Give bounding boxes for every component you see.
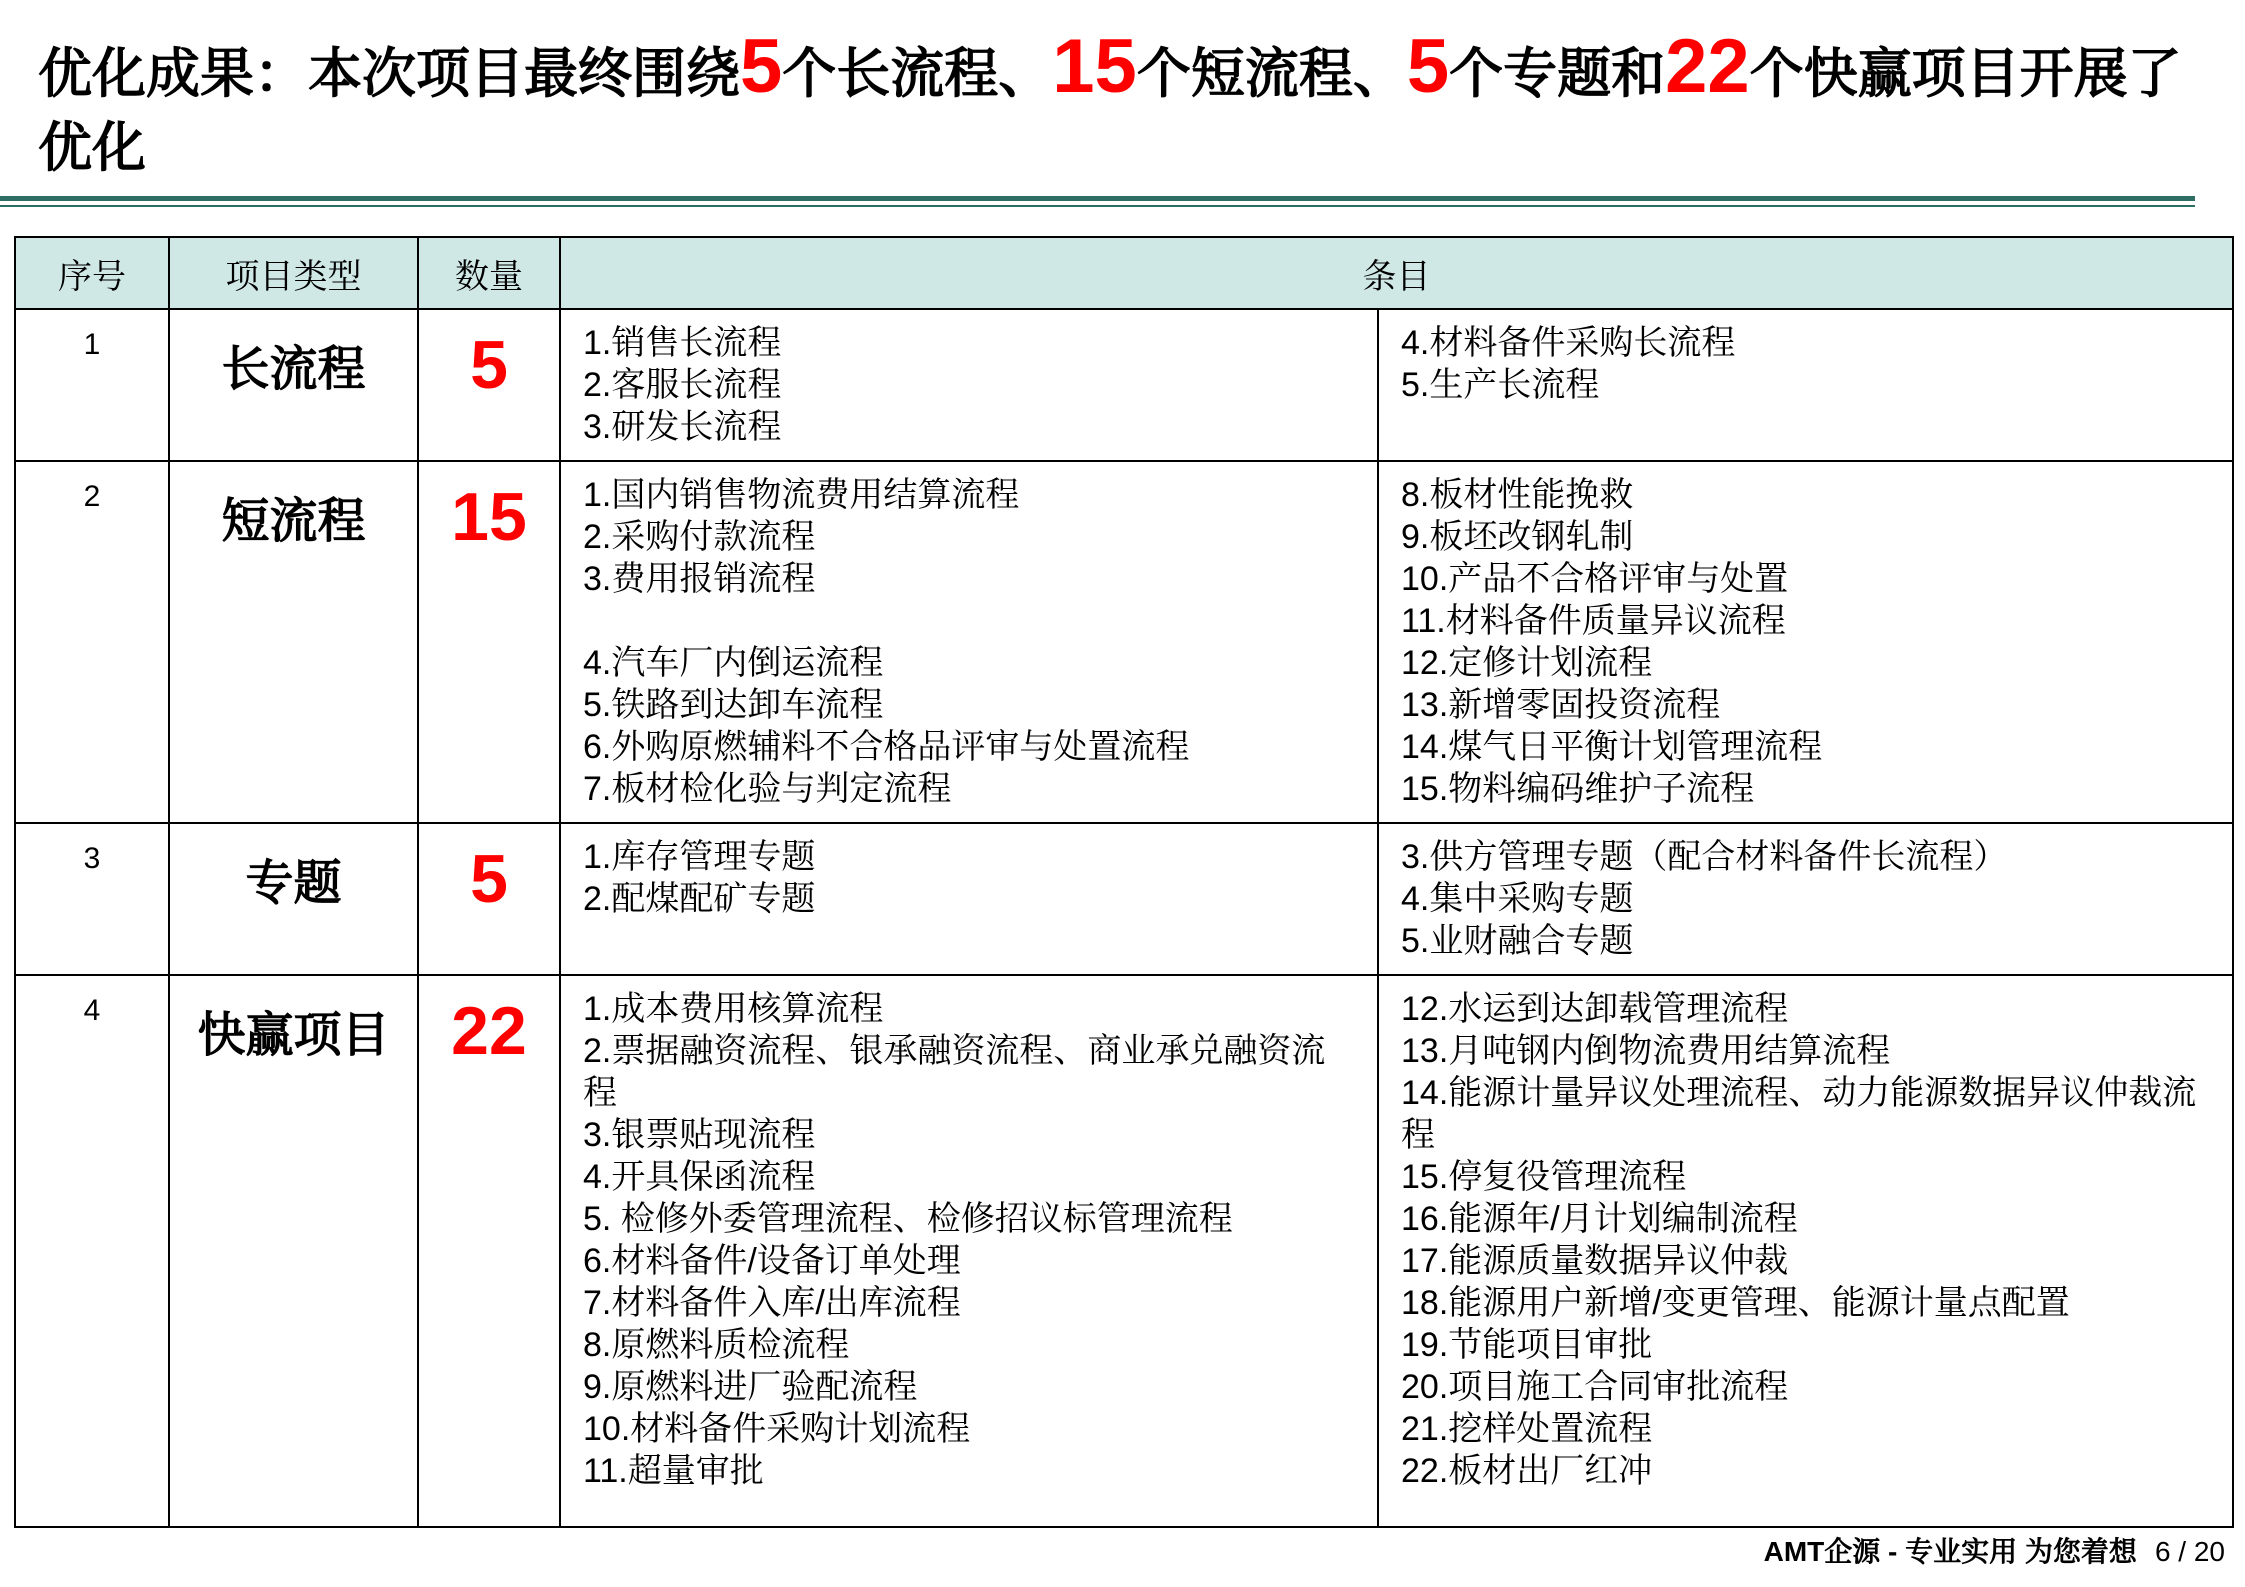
table-header-row — [15, 237, 2233, 309]
row-seq: 4 — [15, 975, 169, 1527]
header-count: 数量 — [418, 237, 560, 309]
list-item: 18.能源用户新增/变更管理、能源计量点配置 — [1401, 1284, 2070, 1322]
list-item: 17.能源质量数据异议仲裁 — [1401, 1242, 1789, 1280]
list-item: 10.产品不合格评审与处置 — [1401, 560, 1789, 598]
list-item: 1.国内销售物流费用结算流程 — [583, 476, 1020, 514]
list-item: 2.采购付款流程 — [583, 518, 816, 556]
table-row — [15, 309, 2233, 461]
list-item: 1.库存管理专题 — [583, 838, 816, 876]
list-item: 9.板坯改钢轧制 — [1401, 518, 1634, 556]
row-type: 专题 — [169, 823, 418, 975]
topic-count: 5 — [1406, 24, 1450, 109]
list-item: 1.成本费用核算流程 — [583, 990, 884, 1028]
row-count: 5 — [418, 309, 560, 461]
list-item: 13.新增零固投资流程 — [1401, 686, 1721, 724]
items-right — [1378, 975, 2233, 1527]
footer — [1764, 1530, 2225, 1570]
list-item: 5.业财融合专题 — [1401, 922, 1634, 960]
row-seq: 3 — [15, 823, 169, 975]
list-item: 14.能源计量异议处理流程、动力能源数据异议仲裁流程 — [1401, 1074, 2197, 1154]
list-item: 3.银票贴现流程 — [583, 1116, 816, 1154]
list-item: 3.供方管理专题（配合材料备件长流程） — [1401, 838, 2008, 876]
list-item: 20.项目施工合同审批流程 — [1401, 1368, 1789, 1406]
items-left — [560, 975, 1378, 1527]
list-item: 15.物料编码维护子流程 — [1401, 770, 1755, 808]
items-left — [560, 309, 1378, 461]
list-item: 6.材料备件/设备订单处理 — [583, 1242, 961, 1280]
list-item: 21.挖样处置流程 — [1401, 1410, 1653, 1448]
list-item: 10.材料备件采购计划流程 — [583, 1410, 971, 1448]
list-item: 3.研发长流程 — [583, 408, 782, 446]
list-item: 12.定修计划流程 — [1401, 644, 1653, 682]
table-row — [15, 461, 2233, 823]
list-item: 5.铁路到达卸车流程 — [583, 686, 884, 724]
table-row — [15, 823, 2233, 975]
long-process-count: 5 — [740, 24, 783, 109]
list-item: 4.集中采购专题 — [1401, 880, 1634, 918]
items-left — [560, 823, 1378, 975]
list-item: 8.板材性能挽救 — [1401, 476, 1634, 514]
list-item: 7.板材检化验与判定流程 — [583, 770, 952, 808]
row-type: 长流程 — [169, 309, 418, 461]
list-item: 2.配煤配矿专题 — [583, 880, 816, 918]
items-left — [560, 461, 1378, 823]
row-type: 快赢项目 — [169, 975, 418, 1527]
page-number: 6 / 20 — [2154, 1536, 2225, 1567]
list-item: 7.材料备件入库/出库流程 — [583, 1284, 961, 1322]
list-item: 3.费用报销流程 — [583, 560, 816, 598]
page-title: 优化成果：本次项目最终围绕5个长流程、15个短流程、5个专题和22个快赢项目开展了优化 — [38, 24, 2182, 178]
list-item: 22.板材出厂红冲 — [1401, 1452, 1653, 1490]
items-right — [1378, 823, 2233, 975]
results-table — [14, 236, 2234, 1528]
row-count: 5 — [418, 823, 560, 975]
header-items: 条目 — [560, 237, 2233, 309]
list-item: 19.节能项目审批 — [1401, 1326, 1653, 1364]
quick-win-count: 22 — [1665, 24, 1750, 109]
list-item: 9.原燃料进厂验配流程 — [583, 1368, 918, 1406]
header-seq: 序号 — [15, 237, 169, 309]
title-divider-thick — [0, 196, 2195, 201]
list-item: 1.销售长流程 — [583, 324, 782, 362]
list-item: 12.水运到达卸载管理流程 — [1401, 990, 1789, 1028]
list-item: 2.客服长流程 — [583, 366, 782, 404]
list-item: 4.开具保函流程 — [583, 1158, 816, 1196]
row-count: 15 — [418, 461, 560, 823]
items-right — [1378, 309, 2233, 461]
list-item: 2.票据融资流程、银承融资流程、商业承兑融资流程 — [583, 1032, 1326, 1112]
items-right — [1378, 461, 2233, 823]
row-type: 短流程 — [169, 461, 418, 823]
list-item: 6.外购原燃辅料不合格品评审与处置流程 — [583, 728, 1190, 766]
table-row — [15, 975, 2233, 1527]
row-count: 22 — [418, 975, 560, 1527]
list-item: 4.汽车厂内倒运流程 — [583, 644, 884, 682]
row-seq: 2 — [15, 461, 169, 823]
list-item: 16.能源年/月计划编制流程 — [1401, 1200, 1798, 1238]
list-item: 14.煤气日平衡计划管理流程 — [1401, 728, 1823, 766]
short-process-count: 15 — [1052, 24, 1137, 109]
spacer — [583, 600, 1355, 642]
title-divider-thin — [0, 205, 2195, 207]
list-item: 11.材料备件质量异议流程 — [1401, 602, 1786, 640]
row-seq: 1 — [15, 309, 169, 461]
footer-brand: AMT企源 - 专业实用 为您着想 — [1763, 1536, 2137, 1567]
list-item: 11.超量审批 — [583, 1452, 764, 1490]
list-item: 5.生产长流程 — [1401, 366, 1600, 404]
list-item: 5. 检修外委管理流程、检修招议标管理流程 — [583, 1200, 1233, 1238]
list-item: 13.月吨钢内倒物流费用结算流程 — [1401, 1032, 1891, 1070]
list-item: 15.停复役管理流程 — [1401, 1158, 1687, 1196]
list-item: 8.原燃料质检流程 — [583, 1326, 850, 1364]
list-item: 4.材料备件采购长流程 — [1401, 324, 1736, 362]
header-type: 项目类型 — [169, 237, 418, 309]
